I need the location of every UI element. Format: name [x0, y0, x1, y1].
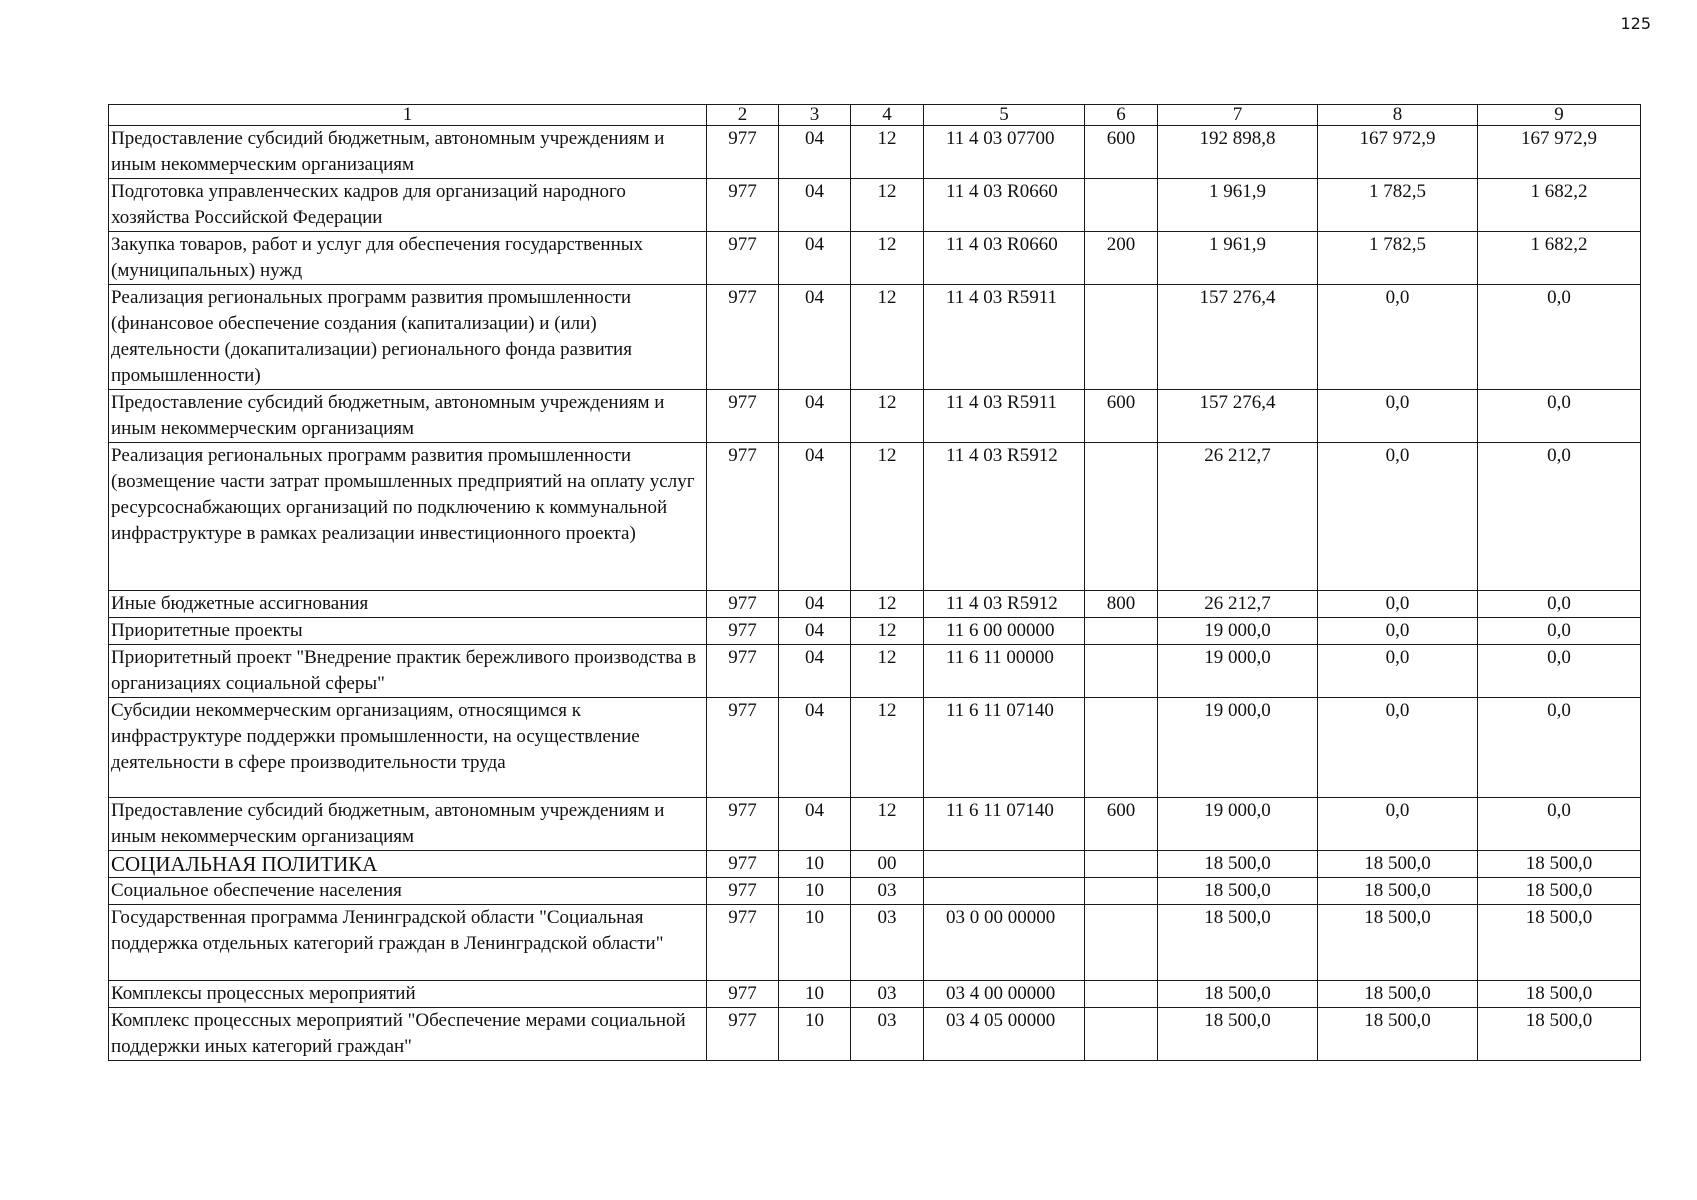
admin-code: 977: [707, 179, 779, 232]
table-row: [109, 179, 1641, 232]
table-row: [109, 390, 1641, 443]
section-code: 04: [779, 698, 851, 798]
amount-year-1: 19 000,0: [1158, 698, 1318, 798]
row-name: Субсидии некоммерческим организациям, относящимся к инфраструктуре поддержки промышленности, на осуществление деятельности в сфере производительности труда: [109, 698, 707, 798]
amount-year-3: 1 682,2: [1478, 179, 1641, 232]
table-row: [109, 443, 1641, 591]
admin-code: 977: [707, 698, 779, 798]
amount-year-2: 0,0: [1318, 285, 1478, 390]
subsection-code: 12: [851, 798, 924, 851]
subsection-code: 12: [851, 390, 924, 443]
subsection-code: 12: [851, 126, 924, 179]
amount-year-2: 1 782,5: [1318, 232, 1478, 285]
admin-code: 977: [707, 1008, 779, 1061]
subsection-code: 03: [851, 981, 924, 1008]
expense-type-code: [1085, 618, 1158, 645]
header-col-1: 1: [109, 105, 707, 126]
section-code: 04: [779, 179, 851, 232]
row-name: Предоставление субсидий бюджетным, автономным учреждениям и иным некоммерческим организациям: [109, 798, 707, 851]
subsection-code: 03: [851, 878, 924, 905]
amount-year-1: 157 276,4: [1158, 285, 1318, 390]
section-code: 10: [779, 851, 851, 878]
row-name: Предоставление субсидий бюджетным, автономным учреждениям и иным некоммерческим организациям: [109, 390, 707, 443]
amount-year-3: 18 500,0: [1478, 905, 1641, 981]
table-row: [109, 232, 1641, 285]
amount-year-3: 0,0: [1478, 390, 1641, 443]
amount-year-1: 18 500,0: [1158, 878, 1318, 905]
amount-year-2: 167 972,9: [1318, 126, 1478, 179]
amount-year-2: 18 500,0: [1318, 905, 1478, 981]
amount-year-3: 0,0: [1478, 285, 1641, 390]
amount-year-1: 18 500,0: [1158, 905, 1318, 981]
table-row: [109, 878, 1641, 905]
amount-year-2: 18 500,0: [1318, 878, 1478, 905]
row-name: Государственная программа Ленинградской области "Социальная поддержка отдельных категорий граждан в Ленинградской области": [109, 905, 707, 981]
table-row: [109, 851, 1641, 878]
section-code: 04: [779, 443, 851, 591]
target-article-code: 11 6 11 07140: [924, 798, 1085, 851]
row-name: Закупка товаров, работ и услуг для обеспечения государственных (муниципальных) нужд: [109, 232, 707, 285]
amount-year-3: 0,0: [1478, 645, 1641, 698]
target-article-code: 03 4 05 00000: [924, 1008, 1085, 1061]
row-name: Приоритетный проект "Внедрение практик бережливого производства в организациях социальной сферы": [109, 645, 707, 698]
admin-code: 977: [707, 126, 779, 179]
table-row: [109, 285, 1641, 390]
expense-type-code: [1085, 179, 1158, 232]
amount-year-1: 157 276,4: [1158, 390, 1318, 443]
table-row: [109, 905, 1641, 981]
section-code: 04: [779, 591, 851, 618]
row-name: Реализация региональных программ развития промышленности (финансовое обеспечение создания (капитализации) и (или) деятельности (докапитализации) регионального фонда развития промышленности): [109, 285, 707, 390]
subsection-code: 12: [851, 285, 924, 390]
section-code: 04: [779, 618, 851, 645]
target-article-code: 11 6 00 00000: [924, 618, 1085, 645]
section-code: 10: [779, 905, 851, 981]
amount-year-2: 0,0: [1318, 698, 1478, 798]
amount-year-3: 1 682,2: [1478, 232, 1641, 285]
table-row: [109, 1008, 1641, 1061]
amount-year-1: 26 212,7: [1158, 443, 1318, 591]
expense-type-code: [1085, 645, 1158, 698]
subsection-code: 12: [851, 179, 924, 232]
amount-year-3: 0,0: [1478, 618, 1641, 645]
row-name: Подготовка управленческих кадров для организаций народного хозяйства Российской Федерации: [109, 179, 707, 232]
subsection-code: 12: [851, 618, 924, 645]
section-code: 10: [779, 981, 851, 1008]
section-code: 04: [779, 390, 851, 443]
target-article-code: 11 4 03 R5912: [924, 591, 1085, 618]
amount-year-3: 18 500,0: [1478, 1008, 1641, 1061]
target-article-code: 03 4 00 00000: [924, 981, 1085, 1008]
admin-code: 977: [707, 285, 779, 390]
amount-year-1: 18 500,0: [1158, 851, 1318, 878]
target-article-code: 03 0 00 00000: [924, 905, 1085, 981]
target-article-code: 11 4 03 R5912: [924, 443, 1085, 591]
target-article-code: 11 4 03 R0660: [924, 232, 1085, 285]
expense-type-code: 600: [1085, 390, 1158, 443]
amount-year-2: 0,0: [1318, 591, 1478, 618]
amount-year-2: 1 782,5: [1318, 179, 1478, 232]
target-article-code: 11 6 11 00000: [924, 645, 1085, 698]
admin-code: 977: [707, 905, 779, 981]
section-code: 10: [779, 878, 851, 905]
amount-year-2: 0,0: [1318, 798, 1478, 851]
expense-type-code: [1085, 851, 1158, 878]
admin-code: 977: [707, 232, 779, 285]
amount-year-1: 19 000,0: [1158, 618, 1318, 645]
amount-year-3: 0,0: [1478, 798, 1641, 851]
amount-year-3: 0,0: [1478, 591, 1641, 618]
amount-year-1: 1 961,9: [1158, 232, 1318, 285]
expense-type-code: [1085, 443, 1158, 591]
row-name: Иные бюджетные ассигнования: [109, 591, 707, 618]
admin-code: 977: [707, 798, 779, 851]
header-col-8: 8: [1318, 105, 1478, 126]
amount-year-2: 18 500,0: [1318, 981, 1478, 1008]
section-code: 04: [779, 232, 851, 285]
expense-type-code: [1085, 878, 1158, 905]
target-article-code: [924, 851, 1085, 878]
admin-code: 977: [707, 390, 779, 443]
expense-type-code: 200: [1085, 232, 1158, 285]
admin-code: 977: [707, 878, 779, 905]
target-article-code: 11 4 03 07700: [924, 126, 1085, 179]
table-row: [109, 618, 1641, 645]
row-name: Социальное обеспечение населения: [109, 878, 707, 905]
target-article-code: 11 4 03 R5911: [924, 390, 1085, 443]
expense-type-code: [1085, 905, 1158, 981]
expense-type-code: [1085, 981, 1158, 1008]
subsection-code: 12: [851, 698, 924, 798]
subsection-code: 12: [851, 591, 924, 618]
expense-type-code: [1085, 1008, 1158, 1061]
subsection-code: 03: [851, 1008, 924, 1061]
table-row: [109, 645, 1641, 698]
subsection-code: 12: [851, 645, 924, 698]
section-code: 04: [779, 285, 851, 390]
amount-year-2: 0,0: [1318, 618, 1478, 645]
target-article-code: 11 4 03 R5911: [924, 285, 1085, 390]
table-row: [109, 798, 1641, 851]
amount-year-1: 18 500,0: [1158, 1008, 1318, 1061]
page-number: 125: [1620, 14, 1651, 33]
admin-code: 977: [707, 851, 779, 878]
table-row: [109, 981, 1641, 1008]
header-col-2: 2: [707, 105, 779, 126]
row-name: СОЦИАЛЬНАЯ ПОЛИТИКА: [109, 851, 707, 878]
table-row: [109, 591, 1641, 618]
section-code: 10: [779, 1008, 851, 1061]
admin-code: 977: [707, 618, 779, 645]
section-code: 04: [779, 798, 851, 851]
row-name: Предоставление субсидий бюджетным, автономным учреждениям и иным некоммерческим организациям: [109, 126, 707, 179]
header-col-4: 4: [851, 105, 924, 126]
amount-year-2: 0,0: [1318, 390, 1478, 443]
amount-year-1: 18 500,0: [1158, 981, 1318, 1008]
amount-year-3: 18 500,0: [1478, 851, 1641, 878]
amount-year-1: 1 961,9: [1158, 179, 1318, 232]
section-code: 04: [779, 645, 851, 698]
header-col-3: 3: [779, 105, 851, 126]
row-name: Приоритетные проекты: [109, 618, 707, 645]
subsection-code: 12: [851, 232, 924, 285]
section-code: 04: [779, 126, 851, 179]
expense-type-code: [1085, 285, 1158, 390]
expense-type-code: 600: [1085, 798, 1158, 851]
header-col-7: 7: [1158, 105, 1318, 126]
amount-year-3: 18 500,0: [1478, 981, 1641, 1008]
target-article-code: 11 6 11 07140: [924, 698, 1085, 798]
table-row: [109, 126, 1641, 179]
header-row: [109, 105, 1641, 126]
amount-year-2: 0,0: [1318, 443, 1478, 591]
amount-year-2: 18 500,0: [1318, 1008, 1478, 1061]
expense-type-code: [1085, 698, 1158, 798]
target-article-code: [924, 878, 1085, 905]
amount-year-1: 19 000,0: [1158, 645, 1318, 698]
expense-type-code: 600: [1085, 126, 1158, 179]
subsection-code: 03: [851, 905, 924, 981]
amount-year-3: 18 500,0: [1478, 878, 1641, 905]
header-col-6: 6: [1085, 105, 1158, 126]
admin-code: 977: [707, 645, 779, 698]
row-name: Комплекс процессных мероприятий "Обеспечение мерами социальной поддержки иных категорий граждан": [109, 1008, 707, 1061]
subsection-code: 12: [851, 443, 924, 591]
expense-type-code: 800: [1085, 591, 1158, 618]
header-col-5: 5: [924, 105, 1085, 126]
amount-year-2: 0,0: [1318, 645, 1478, 698]
amount-year-3: 0,0: [1478, 443, 1641, 591]
admin-code: 977: [707, 981, 779, 1008]
table-row: [109, 698, 1641, 798]
amount-year-1: 19 000,0: [1158, 798, 1318, 851]
row-name: Комплексы процессных мероприятий: [109, 981, 707, 1008]
amount-year-3: 167 972,9: [1478, 126, 1641, 179]
row-name: Реализация региональных программ развития промышленности (возмещение части затрат промышленных предприятий на оплату услуг ресурсоснабжающих организаций по подключению к коммунальной инфраструктуре в рамках реализации инвестиционного проекта): [109, 443, 707, 591]
target-article-code: 11 4 03 R0660: [924, 179, 1085, 232]
budget-table: [108, 104, 1641, 1061]
admin-code: 977: [707, 591, 779, 618]
amount-year-3: 0,0: [1478, 698, 1641, 798]
amount-year-1: 192 898,8: [1158, 126, 1318, 179]
admin-code: 977: [707, 443, 779, 591]
amount-year-1: 26 212,7: [1158, 591, 1318, 618]
subsection-code: 00: [851, 851, 924, 878]
header-col-9: 9: [1478, 105, 1641, 126]
amount-year-2: 18 500,0: [1318, 851, 1478, 878]
